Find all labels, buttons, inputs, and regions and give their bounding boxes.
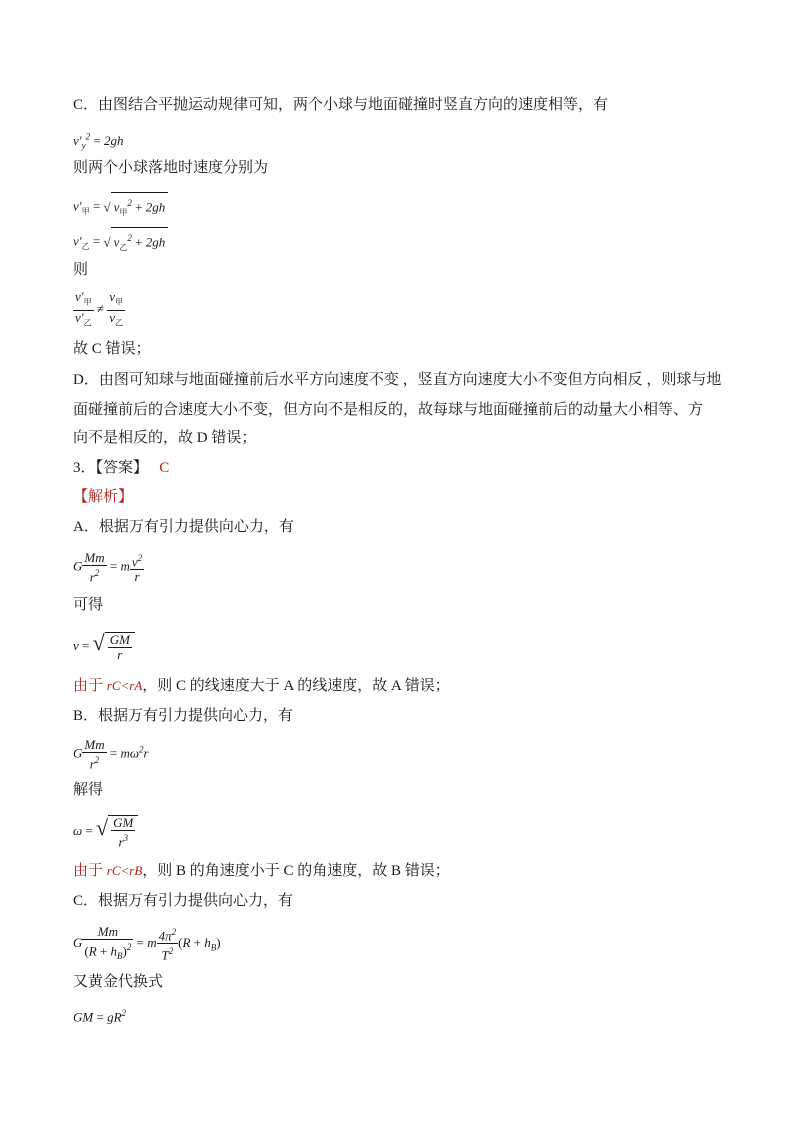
b-conclusion xyxy=(73,861,450,881)
c-text-ze: 则 xyxy=(73,262,89,278)
b-equation-omega: ω = √ $\frac{GM}{r^3}$ xyxy=(73,815,138,849)
c2-equation-gravity: G $\frac{Mm}{(R + h_B)^2}$ = m $\frac{4\pi^2}{T^2}$ $(R + h_B)$ xyxy=(73,924,221,963)
a-conclusion-relation: rC<rA xyxy=(106,678,143,693)
d-text-line-1: D．由图可知球与地面碰撞前后水平方向速度不变 ，竖直方向速度大小不变但方向相反 ，则球与地 xyxy=(73,372,722,388)
a-conclusion-prefix: 由于 xyxy=(73,678,107,694)
c-equation-v-yi: $v'_乙$ = √ $v_乙^2 + 2gh$ xyxy=(73,227,168,258)
b-equation-gravity: G $\frac{Mm}{r^2}$ = $m\omega^2r$ xyxy=(73,737,149,772)
c-eq1: $v'_y^2 = 2gh$ xyxy=(73,132,124,151)
c2-intro-text: C．根据万有引力提供向心力，有 xyxy=(73,893,294,909)
a-conclusion-text: ，则 C 的线速度大于 A 的线速度，故 A 错误； xyxy=(142,678,450,694)
c-equation-v-jia: $v'_甲$ = √ $v_甲^2 + 2gh$ xyxy=(73,192,168,223)
a-equation-velocity: v = √ $\frac{GM}{r}$ xyxy=(73,632,135,662)
b-intro-text: B．根据万有引力提供向心力，有 xyxy=(73,708,294,724)
a-conclusion xyxy=(73,676,450,696)
c2-text-golden: 又黄金代换式 xyxy=(73,974,164,990)
c-intro-text: C．由图结合平抛运动规律可知，两个小球与地面碰撞时竖直方向的速度相等，有 xyxy=(73,97,609,113)
a-text-kede: 可得 xyxy=(73,597,104,613)
q3-analysis-label: 【解析】 xyxy=(73,489,134,505)
b-conclusion-prefix: 由于 xyxy=(73,863,107,879)
q3-answer-label: 【答案】 xyxy=(95,460,149,476)
c-equation-ratio: $\frac{v'_甲}{v'_乙}$ ≠ $\frac{v_甲}{v_乙}$ xyxy=(75,289,124,328)
c-equation-vy xyxy=(73,127,123,156)
c2-equation-gm: GM = $gR^2$ xyxy=(73,1008,127,1025)
b-conclusion-text: ，则 B 的角速度小于 C 的角速度，故 B 错误； xyxy=(142,863,450,879)
d-text-line-3: 向不是相反的，故 D 错误； xyxy=(73,430,257,446)
c-conclusion: 故 C 错误； xyxy=(73,341,151,357)
q3-number: 3． xyxy=(73,460,96,476)
b-conclusion-relation: rC<rB xyxy=(106,863,143,878)
q3-answer-value: C xyxy=(159,460,170,476)
a-equation-gravity: G $\frac{Mm}{r^2}$ = m $\frac{v^2}{r}$ xyxy=(73,550,143,585)
b-text-jiede: 解得 xyxy=(73,782,104,798)
q3-answer-line xyxy=(73,458,169,478)
d-text-line-2: 面碰撞前后的合速度大小不变，但方向不是相反的，故每球与地面碰撞前后的动量大小相等、方 xyxy=(73,402,704,418)
a-intro-text: A．根据万有引力提供向心力，有 xyxy=(73,519,294,535)
c-text-two-balls: 则两个小球落地时速度分别为 xyxy=(73,160,269,176)
